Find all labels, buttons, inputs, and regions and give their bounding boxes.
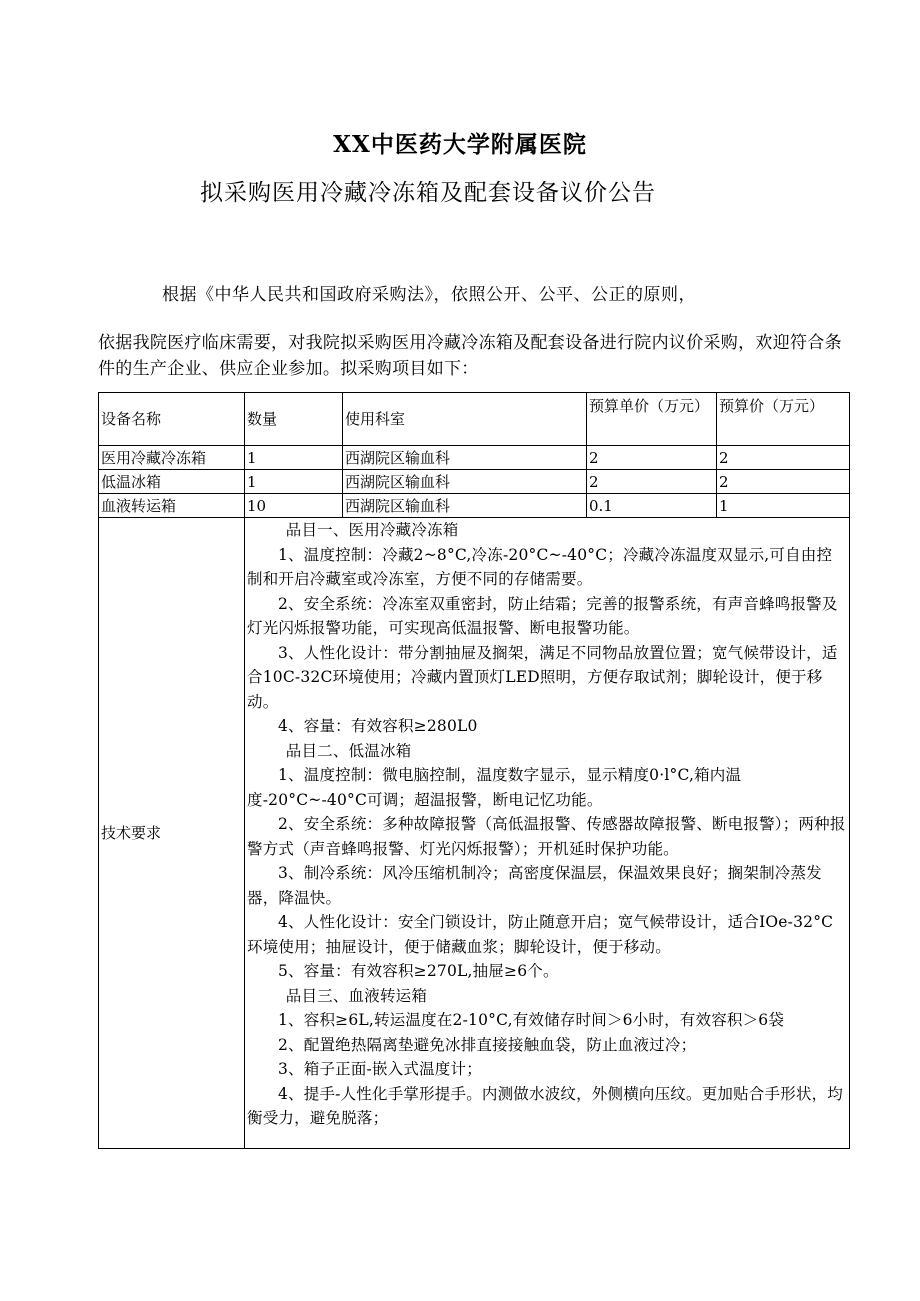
item1-design: 3、人性化设计：带分割抽屉及搁架，满足不同物品放置位置；宽气候带设计，适合10C-32C环境使用；冷藏内置顶灯LED照明，方便存取试剂；脚轮设计，便于移动。 <box>247 643 838 711</box>
table-header-row <box>99 393 850 446</box>
item1-title: 品目一、医用冷藏冷冻箱 <box>285 521 459 539</box>
cell-unit-price: 0.1 <box>587 494 717 518</box>
requirements-content <box>245 518 850 1149</box>
item3-handle: 4、提手-人性化手掌形提手。内测做水波纹，外侧横向压纹。更加贴合手形状，均衡受力，避免脱落； <box>247 1084 844 1127</box>
item1-temperature: 1、温度控制：冷藏2~8°C,冷冻-20°C~-40°C；冷藏冷冻温度双显示,可自由控制和开启冷藏室或冷冻室，方便不同的存储需要。 <box>247 545 833 588</box>
cell-department: 西湖院区输血科 <box>343 446 587 470</box>
procurement-table <box>98 392 850 1149</box>
item2-safety: 2、安全系统：多种故障报警（高低温报警、传感器故障报警、断电报警）；两种报警方式（声音蜂鸣报警、灯光闪烁报警）；开机延时保护功能。 <box>247 815 846 858</box>
notice-title-line2: 拟采购医用冷藏冷冻箱及配套设备议价公告 <box>200 180 656 206</box>
cell-unit-price: 2 <box>587 446 717 470</box>
item2-temperature: 1、温度控制：微电脑控制，温度数字显示，显示精度0·l°C,箱内温度-20°C~-40°C可调；超温报警，断电记忆功能。 <box>247 766 742 809</box>
header-department: 使用科室 <box>343 393 587 446</box>
item2-design: 4、人性化设计：安全门锁设计，防止随意开启；宽气候带设计，适合IOe-32°C环境使用；抽屉设计，便于储藏血浆；脚轮设计，便于移动。 <box>247 913 834 956</box>
cell-department: 西湖院区输血科 <box>343 494 587 518</box>
requirements-label: 技术要求 <box>99 518 245 1149</box>
table-row <box>99 494 850 518</box>
header-total-price: 预算价（万元） <box>717 393 850 446</box>
cell-total-price: 1 <box>717 494 850 518</box>
cell-unit-price: 2 <box>587 470 717 494</box>
item3-capacity: 1、容积≥6L,转运温度在2-10°C,有效储存时间＞6小时，有效容积＞6袋 <box>278 1011 785 1029</box>
cell-quantity: 1 <box>245 470 343 494</box>
cell-quantity: 1 <box>245 446 343 470</box>
header-unit-price: 预算单价（万元） <box>587 393 717 446</box>
item3-title: 品目三、血液转运箱 <box>285 986 428 1005</box>
table-row <box>99 470 850 494</box>
item1-safety: 2、安全系统：冷冻室双重密封，防止结霜；完善的报警系统，有声音蜂鸣报警及灯光闪烁报警功能，可实现高低温报警、断电报警功能。 <box>247 594 838 637</box>
intro-line1: 根据《中华人民共和国政府采购法》，依照公开、公平、公正的原则， <box>162 285 696 305</box>
intro-line2: 依据我院医疗临床需要，对我院拟采购医用冷藏冷冻箱及配套设备进行院内议价采购，欢迎符合条件的生产企业、供应企业参加。拟采购项目如下： <box>98 333 842 379</box>
cell-department: 西湖院区输血科 <box>343 470 587 494</box>
cell-equipment-name: 血液转运箱 <box>99 494 245 518</box>
item2-capacity: 5、容量：有效容积≥270L,抽屉≥6个。 <box>278 962 559 980</box>
requirements-row <box>99 518 850 1149</box>
cell-total-price: 2 <box>717 446 850 470</box>
item3-thermometer: 3、箱子正面-嵌入式温度计； <box>278 1060 482 1078</box>
header-equipment-name: 设备名称 <box>99 393 245 446</box>
cell-equipment-name: 低温冰箱 <box>99 470 245 494</box>
table-row <box>99 446 850 470</box>
item2-cooling: 3、制冷系统：风冷压缩机制冷；高密度保温层，保温效果良好；搁架制冷蒸发器，降温快。 <box>247 864 822 907</box>
item2-title: 品目二、低温冰箱 <box>285 741 412 760</box>
header-quantity: 数量 <box>245 393 343 446</box>
notice-title-line1: XX中医药大学附属医院 <box>333 131 587 158</box>
cell-total-price: 2 <box>717 470 850 494</box>
item1-capacity: 4、容量：有效容积≥280L0 <box>278 717 478 735</box>
cell-quantity: 10 <box>245 494 343 518</box>
cell-equipment-name: 医用冷藏冷冻箱 <box>99 446 245 470</box>
item3-insulation: 2、配置绝热隔离垫避免冰排直接接触血袋，防止血液过冷； <box>278 1035 697 1054</box>
